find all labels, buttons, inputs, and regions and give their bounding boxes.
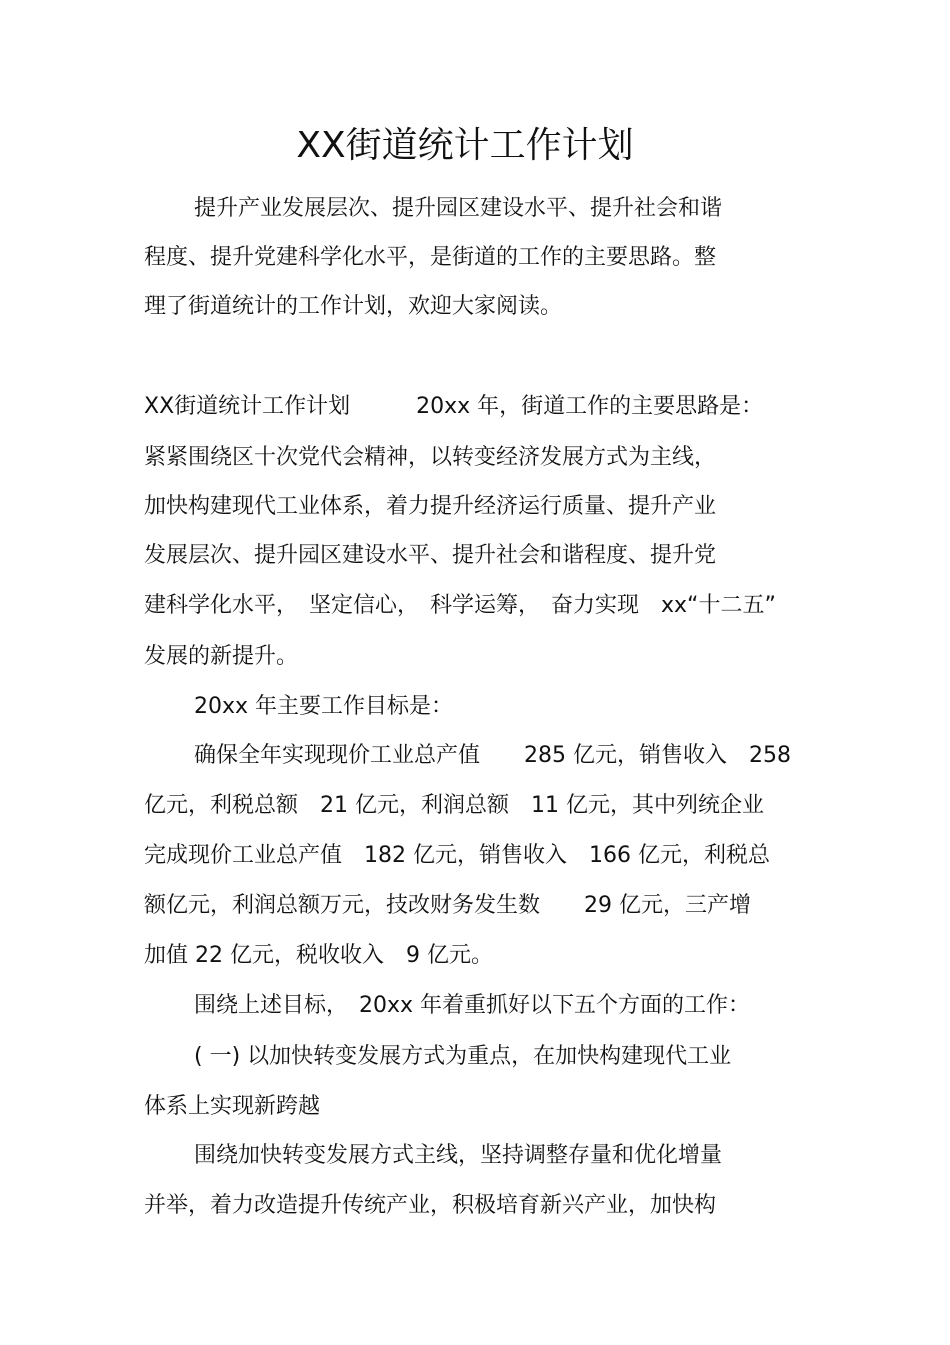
text-line: 程度、提升党建科学化水平，是街道的工作的主要思路。整	[144, 245, 717, 270]
text-line: 加值 22 亿元，税收收入 9 亿元。	[144, 943, 493, 968]
text-line: 加快构建现代工业体系，着力提升经济运行质量、提升产业	[144, 494, 717, 519]
text-line: 发展的新提升。	[144, 644, 299, 669]
text-line: 并举，着力改造提升传统产业，积极培育新兴产业，加快构	[144, 1193, 717, 1218]
text-line: 完成现价工业总产值 182 亿元，销售收入 166 亿元，利税总	[144, 843, 770, 868]
text-line: 20xx 年主要工作目标是：	[194, 694, 454, 719]
text-line: 额亿元，利润总额万元，技改财务发生数 29 亿元，三产增	[144, 893, 751, 918]
text-line: 围绕上述目标， 20xx 年着重抓好以下五个方面的工作：	[194, 993, 751, 1018]
text-line: 围绕加快转变发展方式主线，坚持调整存量和优化增量	[194, 1143, 723, 1168]
text-line: XX街道统计工作计划 20xx 年，街道工作的主要思路是：	[144, 394, 764, 419]
section-heading: 体系上实现新跨越	[144, 1094, 321, 1119]
text-line: 发展层次、提升园区建设水平、提升社会和谐程度、提升党	[144, 543, 717, 568]
document-title: XX街道统计工作计划	[296, 125, 634, 166]
text-line: 理了街道统计的工作计划，欢迎大家阅读。	[144, 294, 563, 319]
section-heading: ( 一) 以加快转变发展方式为重点，在加快构建现代工业	[194, 1044, 732, 1069]
text-line: 建科学化水平， 坚定信心， 科学运筹， 奋力实现 xx“十二五”	[144, 593, 776, 618]
text-line: 亿元，利税总额 21 亿元，利润总额 11 亿元，其中列统企业	[144, 793, 764, 818]
text-line: 确保全年实现现价工业总产值 285 亿元，销售收入 258	[194, 743, 791, 768]
text-line: 紧紧围绕区十次党代会精神，以转变经济发展方式为主线，	[144, 445, 717, 470]
text-line: 提升产业发展层次、提升园区建设水平、提升社会和谐	[194, 196, 723, 221]
